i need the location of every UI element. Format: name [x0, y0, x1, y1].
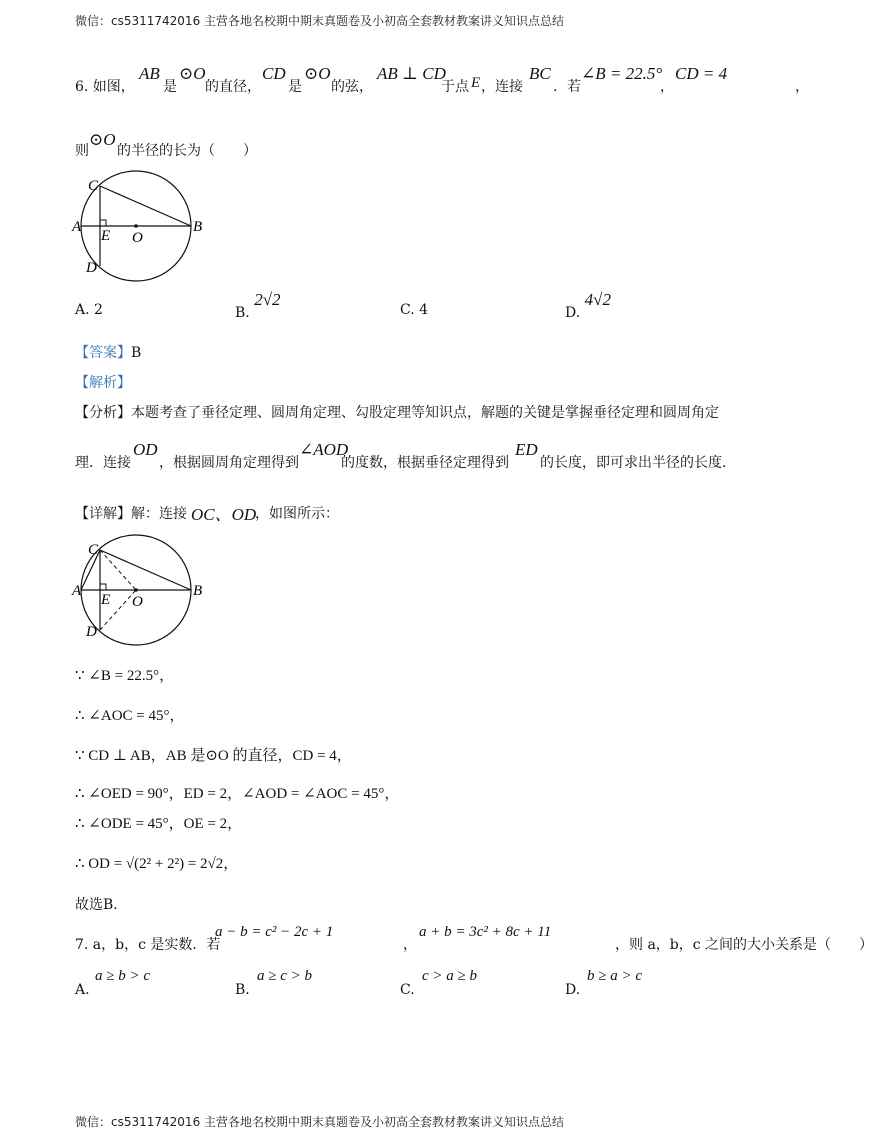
text: 是 [163, 79, 177, 95]
text: ，连接 [481, 79, 523, 95]
analysis-line1: 【分析】本题考查了垂径定理、圆周角定理、勾股定理等知识点，解题的关键是掌握垂径定理和圆周角定 [75, 405, 719, 421]
text: 的弦， [331, 79, 373, 95]
option-label: A. 2 [75, 302, 103, 318]
option-math: a ≥ b > c [95, 968, 151, 984]
option-math: c > a ≥ b [422, 968, 478, 984]
label-o: O [132, 594, 143, 610]
label-c: C [88, 178, 99, 194]
analysis-tag: 【解析】 [75, 375, 131, 391]
label-b: B [193, 583, 203, 599]
option-label: D. [565, 305, 581, 321]
q6-number: 6. 如图， [75, 79, 135, 95]
q6-solution-figure [70, 540, 220, 650]
math-circle-o: ⊙O [89, 130, 116, 149]
text: ， [660, 79, 674, 95]
label-o: O [132, 230, 143, 246]
q6-figure [70, 176, 220, 286]
text: ， [795, 79, 809, 95]
label-a: A [72, 583, 82, 599]
math-eq2: a + b = 3c² + 8c + 11 [419, 924, 552, 940]
text: ，根据圆周角定理得到 [159, 455, 299, 471]
text: 理．连接 [75, 455, 131, 471]
q6-option-b [235, 290, 281, 321]
text: 则 [75, 143, 89, 159]
center-dot [134, 588, 138, 592]
step-4: ∴ ∠OED = 90°，ED = 2，∠AOD = ∠AOC = 45°， [75, 786, 400, 802]
math-ab: AB [139, 64, 160, 83]
label-e: E [101, 228, 111, 244]
answer-line [75, 342, 141, 362]
text: 是 [288, 79, 302, 95]
label-b: B [193, 219, 203, 235]
answer-value: B [131, 345, 142, 361]
option-label: A. [75, 982, 90, 998]
math-oc-od: OC、OD [191, 505, 257, 524]
text: 的直径， [205, 79, 261, 95]
option-math: b ≥ a > c [587, 968, 643, 984]
math-od: OD [133, 440, 158, 459]
text: 的半径的长为（ ） [117, 143, 257, 159]
label-a: A [72, 219, 82, 235]
option-label: B. [235, 305, 250, 321]
option-math: a ≥ c > b [257, 968, 313, 984]
step-3: ∵ CD ⊥ AB，AB 是⊙O 的直径，CD = 4， [75, 748, 352, 764]
text: ，如图所示： [255, 506, 339, 522]
page-footer: 微信：cs5311742016 主营各地名校期中期末真题卷及小初高全套教材教案讲义知识点总结 [75, 1115, 565, 1129]
math-cd-eq: CD = 4 [675, 64, 728, 83]
text: 于点 [441, 79, 469, 95]
label-e: E [101, 592, 111, 608]
detail-tag: 【详解】解：连接 [75, 506, 187, 522]
segment-bc [100, 550, 191, 590]
segment-bc [100, 186, 191, 226]
option-label: C. [400, 982, 415, 998]
step-5: ∴ ∠ODE = 45°，OE = 2， [75, 816, 243, 832]
option-label: D. [565, 982, 581, 998]
step-6: ∴ OD = √(2² + 2²) = 2√2， [75, 856, 239, 872]
text: 的度数，根据垂径定理得到 [341, 455, 509, 471]
text: ， [403, 937, 417, 953]
answer-tag: 【答案】 [75, 345, 131, 361]
conclusion: 故选B． [75, 897, 128, 913]
math-eq1: a − b = c² − 2c + 1 [215, 924, 334, 940]
step-1: ∵ ∠B = 22.5°， [75, 668, 175, 684]
right-angle-mark [100, 220, 106, 226]
q6-option-a [75, 302, 103, 318]
option-math: 4√2 [584, 290, 611, 309]
label-d: D [86, 624, 97, 640]
text: ，则 a，b，c 之间的大小关系是（ ） [615, 937, 873, 953]
option-math: 2√2 [254, 290, 281, 309]
label-d: D [86, 260, 97, 276]
page-header: 微信：cs5311742016 主营各地名校期中期末真题卷及小初高全套教材教案讲义知识点总结 [75, 14, 565, 28]
text: 的长度，即可求出半径的长度． [540, 455, 736, 471]
center-dot [134, 224, 138, 228]
math-angle-b: ∠B = 22.5° [581, 64, 663, 83]
text: 7. a，b，c 是实数．若 [75, 937, 221, 953]
math-ab-perp-cd: AB ⊥ CD [377, 64, 446, 83]
option-label: C. 4 [400, 302, 429, 318]
math-e: E [471, 75, 481, 91]
option-label: B. [235, 982, 250, 998]
math-bc: BC [529, 64, 551, 83]
step-2: ∴ ∠AOC = 45°， [75, 708, 185, 724]
math-circle-o: ⊙O [179, 64, 206, 83]
q6-option-d [565, 290, 611, 321]
math-angle-aod: ∠AOD [299, 440, 349, 459]
label-c: C [88, 542, 99, 558]
right-angle-mark [100, 584, 106, 590]
math-cd: CD [262, 64, 286, 83]
text: ．若 [553, 79, 581, 95]
q6-option-c [400, 302, 428, 318]
math-circle-o: ⊙O [304, 64, 331, 83]
math-ed: ED [515, 440, 538, 459]
